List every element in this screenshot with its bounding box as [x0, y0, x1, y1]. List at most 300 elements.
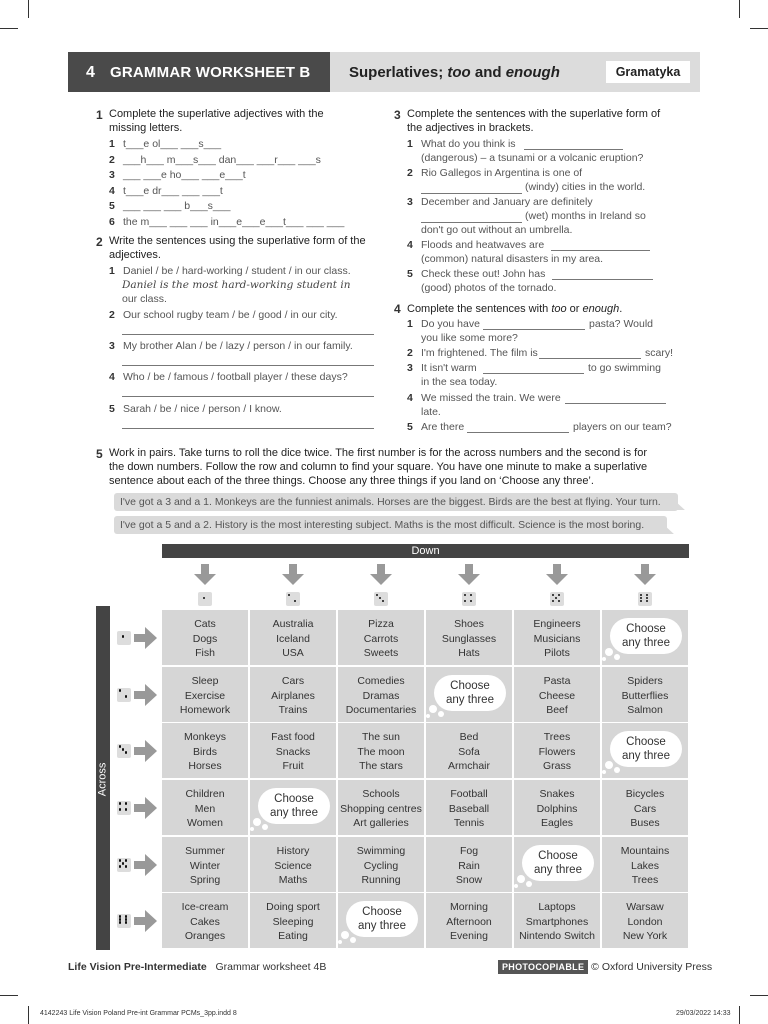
crop-mark [28, 0, 29, 18]
cell-word: Maths [278, 874, 308, 886]
cell-word: Pilots [544, 647, 570, 659]
die-pip [125, 751, 127, 753]
down-arrow-icon [545, 564, 569, 586]
grid-cell [162, 667, 248, 722]
item-line: December and January are definitely [421, 196, 593, 208]
answer-line [483, 373, 584, 374]
cloud-puff [602, 770, 606, 774]
item-line: Check these out! John has [421, 268, 546, 280]
item-text: ___ ___ ___ b___s___ [123, 200, 231, 213]
instruction-line: Complete the sentences with the superlative form of [407, 108, 661, 120]
exercise-5-instruction [109, 446, 699, 488]
grid-cell [602, 837, 688, 892]
die-pip [376, 594, 378, 596]
item-line: Floods and heatwaves are [421, 239, 545, 251]
ex3-item [407, 137, 691, 165]
dice-across-2 [117, 688, 131, 702]
right-arrow-icon [134, 683, 158, 707]
cell-word: Bicycles [625, 788, 665, 800]
ex2-item [109, 264, 351, 278]
item-number: 3 [109, 340, 115, 352]
die-pip [119, 689, 121, 691]
cell-word: Rain [458, 859, 480, 872]
answer-line [467, 432, 569, 433]
item-text: Our school rugby team / be / good / in our city. [123, 309, 338, 321]
cell-word: Sleeping [272, 915, 314, 928]
cell-word: Dramas [362, 689, 400, 702]
item-line: you like some more? [421, 332, 518, 344]
right-arrow-icon [134, 909, 158, 933]
die-pip [640, 597, 642, 599]
cell-word: Fog [459, 845, 479, 857]
item-number: 5 [109, 200, 115, 213]
bubble-tail [674, 500, 686, 510]
die-pip [125, 695, 127, 697]
ex1-item [109, 215, 345, 229]
cell-word: The sun [362, 731, 400, 743]
photocopiable-badge: PHOTOCOPIABLE [498, 960, 588, 974]
cloud-puff [338, 940, 342, 944]
cloud-puff [526, 881, 532, 887]
grid-cell [162, 893, 248, 948]
cell-word: Eagles [540, 817, 574, 829]
cell-word: Horses [188, 760, 222, 772]
cell-word: Bed [459, 731, 479, 743]
choose-line: any three [270, 807, 318, 819]
grid-cell [602, 667, 688, 722]
cloud-puff [614, 654, 620, 660]
cell-word: Cheese [538, 689, 576, 702]
cell-word: Pasta [543, 675, 571, 687]
die-pip [125, 921, 127, 923]
instruction-line: sentence about each of the three things. Choose any three things if you land on ‘Choose any three’. [109, 475, 594, 487]
grid-cell-choose [426, 667, 512, 722]
grid-cell [514, 610, 600, 665]
choose-line: Choose [626, 736, 666, 748]
cloud-puff [350, 937, 356, 943]
choose-line: Choose [274, 793, 314, 805]
instruction-line: the down numbers. Follow the row and column to find your square. You have one minute to make a superlative [109, 461, 648, 473]
right-arrow-icon [134, 626, 158, 650]
ex3-item [407, 238, 691, 266]
cell-word: Summer [185, 845, 225, 857]
cell-word: Snow [455, 874, 483, 886]
die-pip [464, 600, 466, 602]
instruction-enough: enough [582, 303, 620, 315]
cell-word: Swimming [356, 845, 406, 857]
cloud-puff [341, 931, 349, 939]
answer-line [122, 334, 374, 335]
dice-down-3 [374, 592, 388, 606]
worksheet-title: GRAMMAR WORKSHEET B [110, 64, 311, 81]
dice-down-5 [550, 592, 564, 606]
cell-word: Sunglasses [441, 632, 497, 645]
grid-cell [250, 893, 336, 948]
choose-cloud [522, 845, 594, 881]
grid-cell [162, 837, 248, 892]
example-answer [122, 278, 350, 306]
cell-word: Children [185, 788, 225, 800]
ex1-item [109, 153, 321, 167]
cell-word: Lakes [630, 859, 660, 872]
grid-cell [426, 893, 512, 948]
instruction-line: the adjectives in brackets. [407, 122, 534, 134]
cell-word: Art galleries [353, 817, 409, 829]
choose-cloud [258, 788, 330, 824]
cell-word: Nintendo Switch [519, 930, 595, 942]
die-pip [119, 745, 121, 747]
choose-line: any three [358, 920, 406, 932]
cell-word: Sofa [458, 745, 480, 758]
ex2-item [109, 308, 338, 322]
cell-word: Monkeys [183, 731, 226, 743]
cloud-puff [262, 824, 268, 830]
item-part: I'm frightened. The film is [421, 347, 538, 359]
answer-line [539, 358, 641, 359]
cell-word: New York [622, 930, 668, 942]
item-line: (windy) cities in the world. [525, 181, 646, 193]
cell-word: Grass [542, 760, 571, 772]
item-part: players on our team? [573, 421, 672, 433]
grid-cell [426, 723, 512, 778]
answer-line [421, 222, 522, 223]
unit-number: 4 [86, 64, 95, 81]
item-line: (common) natural disasters in my area. [421, 253, 604, 265]
item-number: 5 [109, 403, 115, 415]
cell-word: USA [282, 647, 304, 659]
ex2-item [109, 339, 353, 353]
item-line: (dangerous) – a tsunami or a volcanic eruption? [421, 152, 644, 164]
item-part: It isn't warm [421, 362, 477, 374]
ex3-item [407, 267, 691, 295]
item-number: 2 [407, 167, 413, 179]
down-arrow-icon [193, 564, 217, 586]
cloud-puff [517, 875, 525, 883]
cloud-puff [429, 705, 437, 713]
exercise-1-instruction [109, 107, 324, 135]
cell-word: Iceland [276, 632, 310, 645]
slug-date: 29/03/2022 14:33 [676, 1010, 731, 1017]
cell-word: Tennis [453, 817, 485, 829]
cell-word: History [276, 845, 310, 857]
dice-across-5 [117, 858, 131, 872]
grid-cell [514, 780, 600, 835]
cell-word: Armchair [447, 760, 490, 772]
cell-word: Australia [272, 618, 314, 630]
ex1-item [109, 137, 222, 151]
header-title-block [68, 52, 330, 92]
cell-word: Morning [450, 901, 488, 913]
grid-cell [514, 893, 600, 948]
cell-word: Trees [543, 731, 571, 743]
worksheet-topic [349, 63, 560, 83]
cell-word: Dolphins [536, 802, 578, 815]
cloud-puff [605, 648, 613, 656]
item-line: (good) photos of the tornado. [421, 282, 557, 294]
topic-too: too [447, 64, 471, 81]
grid-cell [338, 610, 424, 665]
cell-word: Buses [630, 817, 660, 829]
grid-cell [338, 667, 424, 722]
grid-cell-choose [602, 610, 688, 665]
die-pip [119, 859, 121, 861]
item-part: Do you have [421, 318, 480, 330]
grid-cell [162, 780, 248, 835]
ex1-item [109, 168, 246, 182]
ex3-item [407, 166, 691, 194]
cloud-puff [514, 884, 518, 888]
grid-cell [338, 723, 424, 778]
cell-word: Cars [281, 675, 305, 687]
topic-enough: enough [505, 64, 560, 81]
cell-word: The stars [359, 760, 403, 772]
cell-word: Trees [631, 874, 659, 886]
grid-cell-choose [338, 893, 424, 948]
cell-word: Hats [458, 647, 480, 659]
cell-word: Cars [633, 802, 657, 815]
right-arrow-icon [134, 739, 158, 763]
cloud-puff [426, 714, 430, 718]
ex4-item [407, 361, 691, 389]
grid-cell [162, 610, 248, 665]
crop-mark [739, 0, 740, 18]
die-pip [125, 865, 127, 867]
answer-line [552, 279, 653, 280]
cell-word: Fast food [271, 731, 315, 743]
cloud-puff [253, 818, 261, 826]
item-line: (wet) months in Ireland so [525, 210, 646, 222]
item-number: 3 [407, 196, 413, 208]
cell-word: Science [274, 859, 312, 872]
grid-cell [338, 837, 424, 892]
cell-word: Flowers [538, 745, 576, 758]
cell-word: Fruit [282, 760, 304, 772]
grid-cell [250, 667, 336, 722]
die-pip [382, 600, 384, 602]
exercise-4-number: 4 [394, 302, 401, 316]
crop-mark [750, 995, 768, 996]
dice-down-2 [286, 592, 300, 606]
answer-line [483, 329, 585, 330]
item-text: Who / be / famous / football player / these days? [123, 371, 348, 383]
exercise-1-number: 1 [96, 108, 103, 122]
grid-cell [250, 837, 336, 892]
die-pip [119, 865, 121, 867]
choose-cloud [434, 675, 506, 711]
die-pip [119, 808, 121, 810]
cell-word: The moon [357, 745, 405, 758]
exercise-2-instruction [109, 234, 366, 262]
crop-mark [0, 995, 18, 996]
instruction-line: Complete the superlative adjectives with the [109, 108, 324, 120]
cell-word: Pizza [368, 618, 394, 630]
grid-cell [162, 723, 248, 778]
die-pip [122, 635, 124, 637]
cloud-puff [602, 657, 606, 661]
choose-cloud [610, 618, 682, 654]
item-text: the m___ ___ ___ in___e___e___t___ ___ ___ [123, 216, 345, 228]
crop-mark [0, 28, 18, 29]
cell-word: Spiders [627, 675, 663, 687]
ex4-item [407, 317, 691, 345]
choose-line: Choose [362, 906, 402, 918]
cell-word: Evening [450, 930, 488, 942]
item-text: Daniel / be / hard-working / student / in our class. [123, 265, 351, 277]
die-pip [552, 594, 554, 596]
worksheet-header [68, 52, 700, 92]
die-pip [470, 594, 472, 596]
item-text: t___e dr___ ___ ___t [123, 184, 223, 197]
cell-word: Afternoon [446, 915, 492, 928]
item-text: Sarah / be / nice / person / I know. [123, 403, 282, 415]
answer-line [421, 193, 522, 194]
topic-part: Superlatives; [349, 64, 448, 81]
item-number: 4 [109, 371, 115, 383]
cell-word: Winter [189, 859, 221, 872]
copyright-text: © Oxford University Press [591, 961, 713, 973]
die-pip [464, 594, 466, 596]
item-part: Are there [421, 421, 465, 433]
choose-line: any three [622, 750, 670, 762]
die-pip [558, 600, 560, 602]
die-pip [125, 808, 127, 810]
exercise-5-number: 5 [96, 447, 103, 461]
cell-word: Carrots [363, 632, 399, 645]
header-topic-block [330, 52, 700, 92]
ex1-item [109, 199, 231, 213]
cell-word: Doing sport [266, 901, 320, 913]
grid-cell [514, 723, 600, 778]
cell-word: Shoes [454, 618, 484, 630]
item-text: My brother Alan / be / lazy / person / in our family. [123, 340, 353, 352]
answer-line [122, 428, 374, 429]
speech-bubble-example-2: I've got a 5 and a 2. History is the most interesting subject. Maths is the most difficult. Science is the most boring. [114, 516, 667, 534]
item-part: scary! [645, 347, 674, 359]
ex1-item [109, 184, 223, 198]
grid-cell [426, 837, 512, 892]
cell-word: Butterflies [621, 689, 669, 702]
dice-across-1 [117, 631, 131, 645]
item-number: 3 [109, 169, 115, 182]
ex2-item [109, 370, 348, 384]
grid-cell-choose [602, 723, 688, 778]
grid-cell [250, 610, 336, 665]
die-pip [122, 862, 124, 864]
choose-line: any three [534, 864, 582, 876]
dice-across-6 [117, 914, 131, 928]
item-line: don't go out without an umbrella. [421, 224, 573, 236]
die-pip [119, 802, 121, 804]
item-number: 2 [407, 347, 413, 359]
exercise-2-number: 2 [96, 235, 103, 249]
cell-word: Trains [278, 704, 308, 716]
footer-book [68, 960, 326, 974]
die-pip [646, 597, 648, 599]
choose-line: any three [622, 637, 670, 649]
answer-line [122, 396, 374, 397]
ex3-item [407, 195, 691, 237]
exercise-4-instruction [407, 302, 622, 316]
cell-word: Engineers [533, 618, 581, 630]
choose-cloud [610, 731, 682, 767]
cell-word: Birds [193, 745, 217, 758]
exercise-3-instruction [407, 107, 660, 135]
grid-cell [602, 893, 688, 948]
item-number: 1 [407, 318, 413, 330]
grid-cell [250, 723, 336, 778]
cloud-puff [250, 827, 254, 831]
die-pip [555, 597, 557, 599]
slug-file: 4142243 Life Vision Poland Pre-int Grammar PCMs_3pp.indd 8 [40, 1010, 237, 1017]
die-pip [646, 600, 648, 602]
down-arrow-icon [369, 564, 393, 586]
item-number: 1 [407, 138, 413, 150]
cell-word: Salmon [627, 704, 663, 716]
die-pip [640, 600, 642, 602]
die-pip [640, 594, 642, 596]
die-pip [288, 594, 290, 596]
cell-word: London [627, 915, 663, 928]
ex4-item [407, 391, 691, 419]
down-arrow-icon [281, 564, 305, 586]
item-number: 5 [407, 421, 413, 433]
die-pip [125, 802, 127, 804]
grid-cell [426, 610, 512, 665]
cell-word: Laptops [538, 901, 576, 913]
dice-across-3 [117, 744, 131, 758]
example-line: our class. [122, 293, 167, 306]
cell-word: Eating [278, 930, 308, 942]
die-pip [379, 597, 381, 599]
item-part: to go swimming [588, 362, 661, 374]
ex2-item [109, 402, 282, 416]
item-part: pasta? Would [589, 318, 654, 330]
cell-word: Homework [179, 704, 231, 716]
item-number: 4 [109, 184, 115, 197]
item-text: ___h___ m___s___ dan___ ___r___ ___s [123, 153, 321, 166]
choose-line: Choose [538, 850, 578, 862]
cell-word: Dogs [192, 632, 218, 645]
subject-tag: Gramatyka [606, 61, 690, 83]
item-number: 1 [109, 138, 115, 150]
answer-line [565, 403, 666, 404]
cell-word: Warsaw [626, 901, 664, 913]
dice-across-4 [117, 801, 131, 815]
item-number: 2 [109, 309, 115, 321]
bubble-tail [663, 524, 675, 534]
item-line: What do you think is [421, 138, 516, 150]
item-number: 4 [407, 239, 413, 251]
cloud-puff [605, 761, 613, 769]
speech-bubble-example-1: I've got a 3 and a 1. Monkeys are the funniest animals. Horses are the biggest. Birds are the best at flying. Your turn. [114, 493, 678, 511]
cell-word: Schools [362, 788, 400, 800]
instruction-line: Write the sentences using the superlative form of the [109, 235, 366, 247]
dice-down-1 [198, 592, 212, 606]
crop-mark [28, 1006, 29, 1024]
choose-line: Choose [626, 623, 666, 635]
item-number: 4 [407, 392, 413, 404]
answer-line [551, 250, 650, 251]
cell-word: Running [361, 874, 401, 886]
exercise-3-number: 3 [394, 108, 401, 122]
item-line: Rio Gallegos in Argentina is one of [421, 167, 583, 179]
cell-word: Cycling [363, 859, 399, 872]
item-number: 6 [109, 216, 115, 228]
worksheet-name: Grammar worksheet 4B [215, 961, 327, 973]
cell-word: Smartphones [525, 915, 589, 928]
answer-line [122, 365, 374, 366]
grid-cell [426, 780, 512, 835]
